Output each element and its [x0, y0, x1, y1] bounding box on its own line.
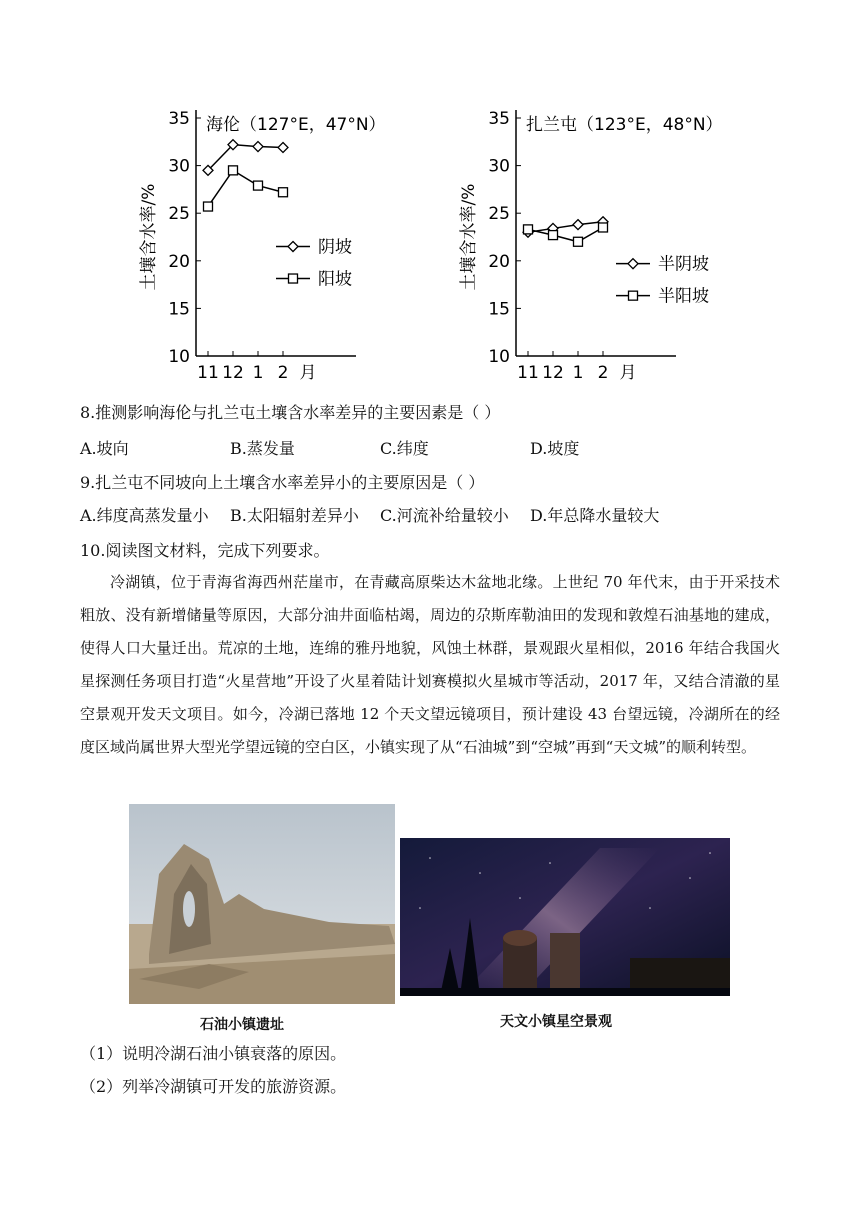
data-point-square: [524, 225, 533, 234]
q8-option-d[interactable]: D.坡度: [530, 439, 580, 458]
question-9-options: [80, 503, 659, 526]
y-tick-label: 20: [488, 251, 510, 272]
data-point-square: [549, 231, 558, 240]
data-point-square: [204, 202, 213, 211]
legend-marker-square: [629, 291, 638, 300]
photo-oil-town-ruins: [129, 804, 395, 1004]
x-tick-label: 2: [597, 363, 609, 383]
y-axis-label: 土壤含水率/%: [459, 183, 479, 291]
chart-hailun-svg: [130, 100, 390, 390]
x-unit-label: 月: [299, 363, 317, 383]
x-unit-label: 月: [619, 363, 637, 383]
chart-zhalantun: [450, 100, 730, 390]
y-axis-label: 土壤含水率/%: [139, 183, 159, 291]
question-10-passage: 冷湖镇，位于青海省海西州茫崖市，在青藏高原柴达木盆地北缘。上世纪 70 年代末，由于开采技术粗放、没有新增储量等原因，大部分油井面临枯竭，周边的尕斯库勒油田的发现和敦煌石油基地的建成，使得人口大量迁出。荒凉的土地，连绵的雅丹地貌，风蚀土林群，景观跟火星相似，2016 年结合我国火星探测任务项目打造“火星营地”开设了火星着陆计划赛模拟火星城市等活动，2017 年，又结合清澈的星空景观开发天文项目。如今，冷湖已落地 12 个天文望远镜项目，预计建设 43 台望远镜，冷湖所在的经度区域尚属世界大型光学望远镜的空白区，小镇实现了从“石油城”到“空城”再到“天文城”的顺利转型。: [80, 573, 780, 756]
question-8: 8.推测影响海伦与扎兰屯土壤含水率差异的主要因素是（ ）: [80, 403, 501, 422]
question-9: 9.扎兰屯不同坡向上土壤含水率差异小的主要原因是（ ）: [80, 473, 485, 492]
data-point-diamond: [573, 220, 583, 230]
question-10-sub-1: （1）说明冷湖石油小镇衰落的原因。: [80, 1044, 347, 1063]
x-tick-label: 2: [277, 363, 289, 383]
photo-1-caption: 石油小镇遗址: [200, 1017, 284, 1033]
q8-option-c[interactable]: C.纬度: [380, 439, 429, 458]
legend-marker-square: [289, 274, 298, 283]
y-tick-label: 35: [488, 109, 510, 129]
y-tick-label: 30: [168, 156, 190, 177]
x-tick-label: 11: [517, 363, 539, 383]
series-line-diamond: [208, 145, 283, 171]
y-tick-label: 15: [488, 299, 510, 320]
photo-starry-sky: [400, 838, 730, 996]
y-tick-label: 15: [168, 299, 190, 320]
q8-option-b[interactable]: B.蒸发量: [230, 439, 295, 458]
q9-option-b[interactable]: B.太阳辐射差异小: [230, 506, 359, 525]
photo-2-caption: 天文小镇星空景观: [500, 1014, 612, 1030]
x-tick-label: 11: [197, 363, 219, 383]
chart-zhalantun-svg: [450, 100, 730, 390]
q9-option-d[interactable]: D.年总降水量较大: [530, 506, 660, 525]
y-tick-label: 10: [168, 347, 190, 367]
y-tick-label: 10: [488, 347, 510, 367]
q8-option-a[interactable]: A.坡向: [80, 439, 129, 458]
chart-hailun: [130, 100, 390, 390]
series-line-square: [528, 227, 603, 241]
chart-title: 扎兰屯（123°E，48°N）: [526, 115, 723, 135]
legend-label: 阴坡: [318, 237, 352, 258]
legend-marker-diamond: [628, 259, 638, 269]
data-point-square: [254, 181, 263, 190]
series-line-square: [208, 170, 283, 206]
chart-title: 海伦（127°E，47°N）: [206, 115, 386, 135]
data-point-square: [279, 188, 288, 197]
y-tick-label: 20: [168, 251, 190, 272]
x-tick-label: 12: [222, 363, 244, 383]
legend-label: 阳坡: [318, 269, 352, 290]
legend-label: 半阳坡: [658, 286, 709, 307]
q9-option-a[interactable]: A.纬度高蒸发量小: [80, 506, 209, 525]
data-point-square: [574, 237, 583, 246]
data-point-square: [599, 223, 608, 232]
y-tick-label: 35: [168, 109, 190, 129]
y-tick-label: 30: [488, 156, 510, 177]
y-tick-label: 25: [168, 204, 190, 225]
q9-option-c[interactable]: C.河流补给量较小: [380, 506, 509, 525]
x-tick-label: 1: [572, 363, 584, 383]
data-point-diamond: [278, 143, 288, 153]
data-point-diamond: [253, 142, 263, 152]
x-tick-label: 12: [542, 363, 564, 383]
question-10: 10.阅读图文材料，完成下列要求。: [80, 541, 330, 560]
legend-marker-diamond: [288, 242, 298, 252]
question-10-sub-2: （2）列举冷湖镇可开发的旅游资源。: [80, 1077, 347, 1096]
x-tick-label: 1: [252, 363, 264, 383]
series-line-diamond: [528, 222, 603, 232]
legend-label: 半阴坡: [658, 254, 709, 275]
question-8-options: [80, 436, 579, 459]
data-point-square: [229, 166, 238, 175]
y-tick-label: 25: [488, 204, 510, 225]
